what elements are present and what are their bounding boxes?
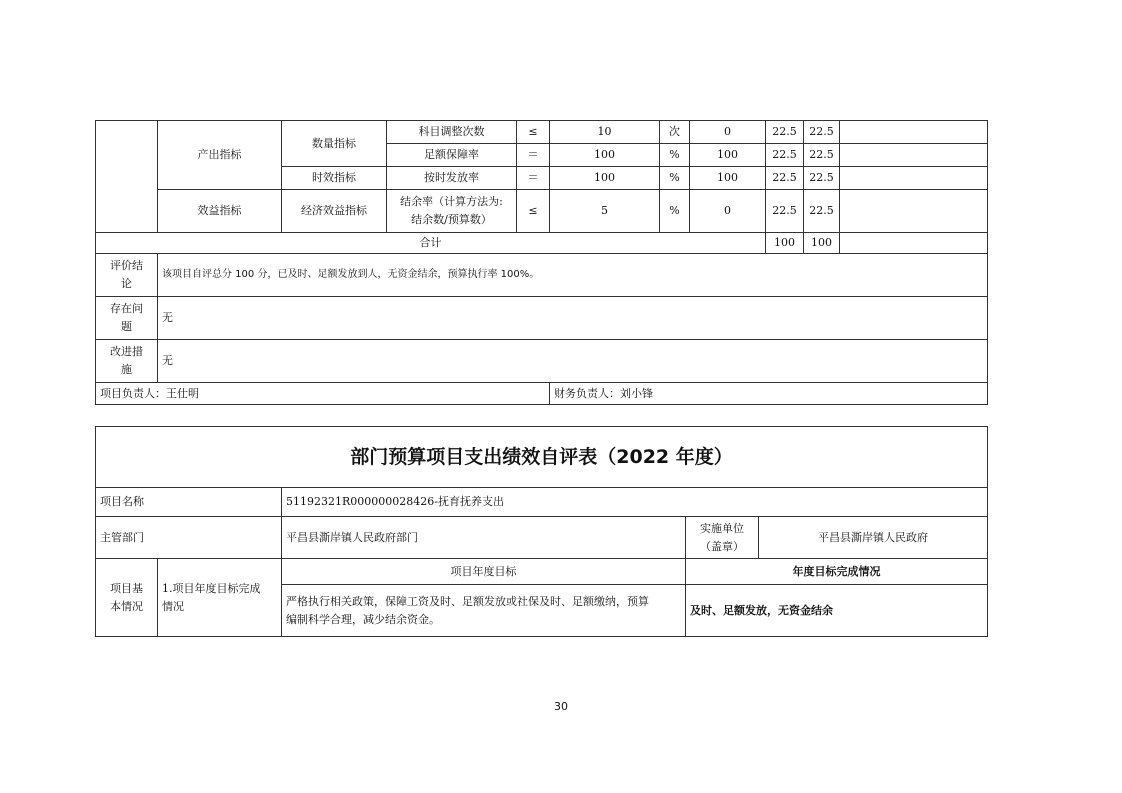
self-evaluation-form xyxy=(95,426,988,637)
total-weight: 100 xyxy=(766,233,804,254)
indicator-name-line: 结余数/预算数） xyxy=(411,213,492,226)
issues-text: 无 xyxy=(158,297,988,340)
form-title: 部门预算项目支出绩效自评表（2022 年度） xyxy=(96,427,988,488)
indicator-weight: 22.5 xyxy=(766,121,804,144)
finance-lead: 财务负责人：刘小锋 xyxy=(550,383,988,405)
project-lead: 项目负责人：王仕明 xyxy=(96,383,550,405)
indicator-name-line: 结余率（计算方法为: xyxy=(400,195,503,209)
indicator-target: 10 xyxy=(550,121,660,144)
label-line: 情况 xyxy=(162,599,184,613)
indicator-operator: ＝ xyxy=(517,167,550,190)
indicator-actual: 0 xyxy=(690,121,766,144)
economic-indicator-label: 经济效益指标 xyxy=(282,190,387,233)
benefit-indicator-label: 效益指标 xyxy=(158,190,282,233)
total-score: 100 xyxy=(804,233,840,254)
text-line: 编制科学合理，减少结余资金。 xyxy=(286,612,440,626)
annual-goal-text xyxy=(282,585,686,637)
dept-value: 平昌县澌岸镇人民政府部门 xyxy=(282,517,686,559)
label-line: 论 xyxy=(121,277,132,290)
indicator-name: 按时发放率 xyxy=(387,167,517,190)
project-name-label: 项目名称 xyxy=(96,488,282,517)
label-line: 改进措 xyxy=(110,345,143,359)
page-number: 30 xyxy=(554,700,568,713)
indicator-unit: 次 xyxy=(660,121,690,144)
blank-cell xyxy=(840,233,988,254)
blank-cell xyxy=(840,190,988,233)
blank-cell xyxy=(840,144,988,167)
indicator-score: 22.5 xyxy=(804,121,840,144)
indicator-unit: % xyxy=(660,167,690,190)
completion-text: 及时、足额发放，无资金结余 xyxy=(686,585,988,637)
indicator-operator: ≤ xyxy=(517,121,550,144)
total-label: 合计 xyxy=(96,233,766,254)
indicator-weight: 22.5 xyxy=(766,144,804,167)
output-indicator-label: 产出指标 xyxy=(158,121,282,190)
indicator-target: 100 xyxy=(550,167,660,190)
text-line: 严格执行相关政策，保障工资及时、足额发放或社保及时、足额缴纳，预算 xyxy=(286,594,649,608)
impl-unit-value: 平昌县澌岸镇人民政府 xyxy=(759,517,988,559)
goal-completion-label xyxy=(158,559,282,637)
indicator-actual: 0 xyxy=(690,190,766,233)
quantity-indicator-label: 数量指标 xyxy=(282,121,387,167)
blank-cell xyxy=(840,121,988,144)
label-line: 实施单位 xyxy=(700,521,744,535)
label-line: 本情况 xyxy=(110,599,143,613)
indicator-score: 22.5 xyxy=(804,167,840,190)
indicator-score: 22.5 xyxy=(804,144,840,167)
label-line: （盖章） xyxy=(700,539,744,553)
annual-goal-header: 项目年度目标 xyxy=(282,559,686,585)
indicator-weight: 22.5 xyxy=(766,190,804,233)
indicator-actual: 100 xyxy=(690,167,766,190)
measures-label xyxy=(96,340,158,383)
label-line: 存在问 xyxy=(110,302,143,316)
indicator-score: 22.5 xyxy=(804,190,840,233)
timeliness-indicator-label: 时效指标 xyxy=(282,167,387,190)
issues-label xyxy=(96,297,158,340)
indicator-name: 科目调整次数 xyxy=(387,121,517,144)
blank-cell xyxy=(96,121,158,233)
indicator-unit: % xyxy=(660,144,690,167)
label-line: 评价结 xyxy=(110,259,143,273)
measures-text: 无 xyxy=(158,340,988,383)
indicator-operator: ＝ xyxy=(517,144,550,167)
indicator-name: 足额保障率 xyxy=(387,144,517,167)
blank-cell xyxy=(840,167,988,190)
dept-label: 主管部门 xyxy=(96,517,282,559)
indicator-target: 100 xyxy=(550,144,660,167)
impl-unit-label xyxy=(686,517,759,559)
completion-header: 年度目标完成情况 xyxy=(686,559,988,585)
conclusion-text: 该项目自评总分 100 分，已及时、足额发放到人，无资金结余，预算执行率 100%。 xyxy=(158,254,988,297)
indicator-target: 5 xyxy=(550,190,660,233)
indicator-unit: % xyxy=(660,190,690,233)
label-line: 1.项目年度目标完成 xyxy=(162,581,261,595)
conclusion-label xyxy=(96,254,158,297)
label-line: 施 xyxy=(121,363,132,376)
indicator-weight: 22.5 xyxy=(766,167,804,190)
project-name: 51192321R000000028426-抚育抚养支出 xyxy=(282,488,988,517)
indicator-operator: ≤ xyxy=(517,190,550,233)
indicator-actual: 100 xyxy=(690,144,766,167)
indicator-name xyxy=(387,190,517,233)
label-line: 项目基 xyxy=(110,581,143,595)
label-line: 题 xyxy=(121,320,132,333)
indicator-table xyxy=(95,120,988,405)
basic-info-label xyxy=(96,559,158,637)
